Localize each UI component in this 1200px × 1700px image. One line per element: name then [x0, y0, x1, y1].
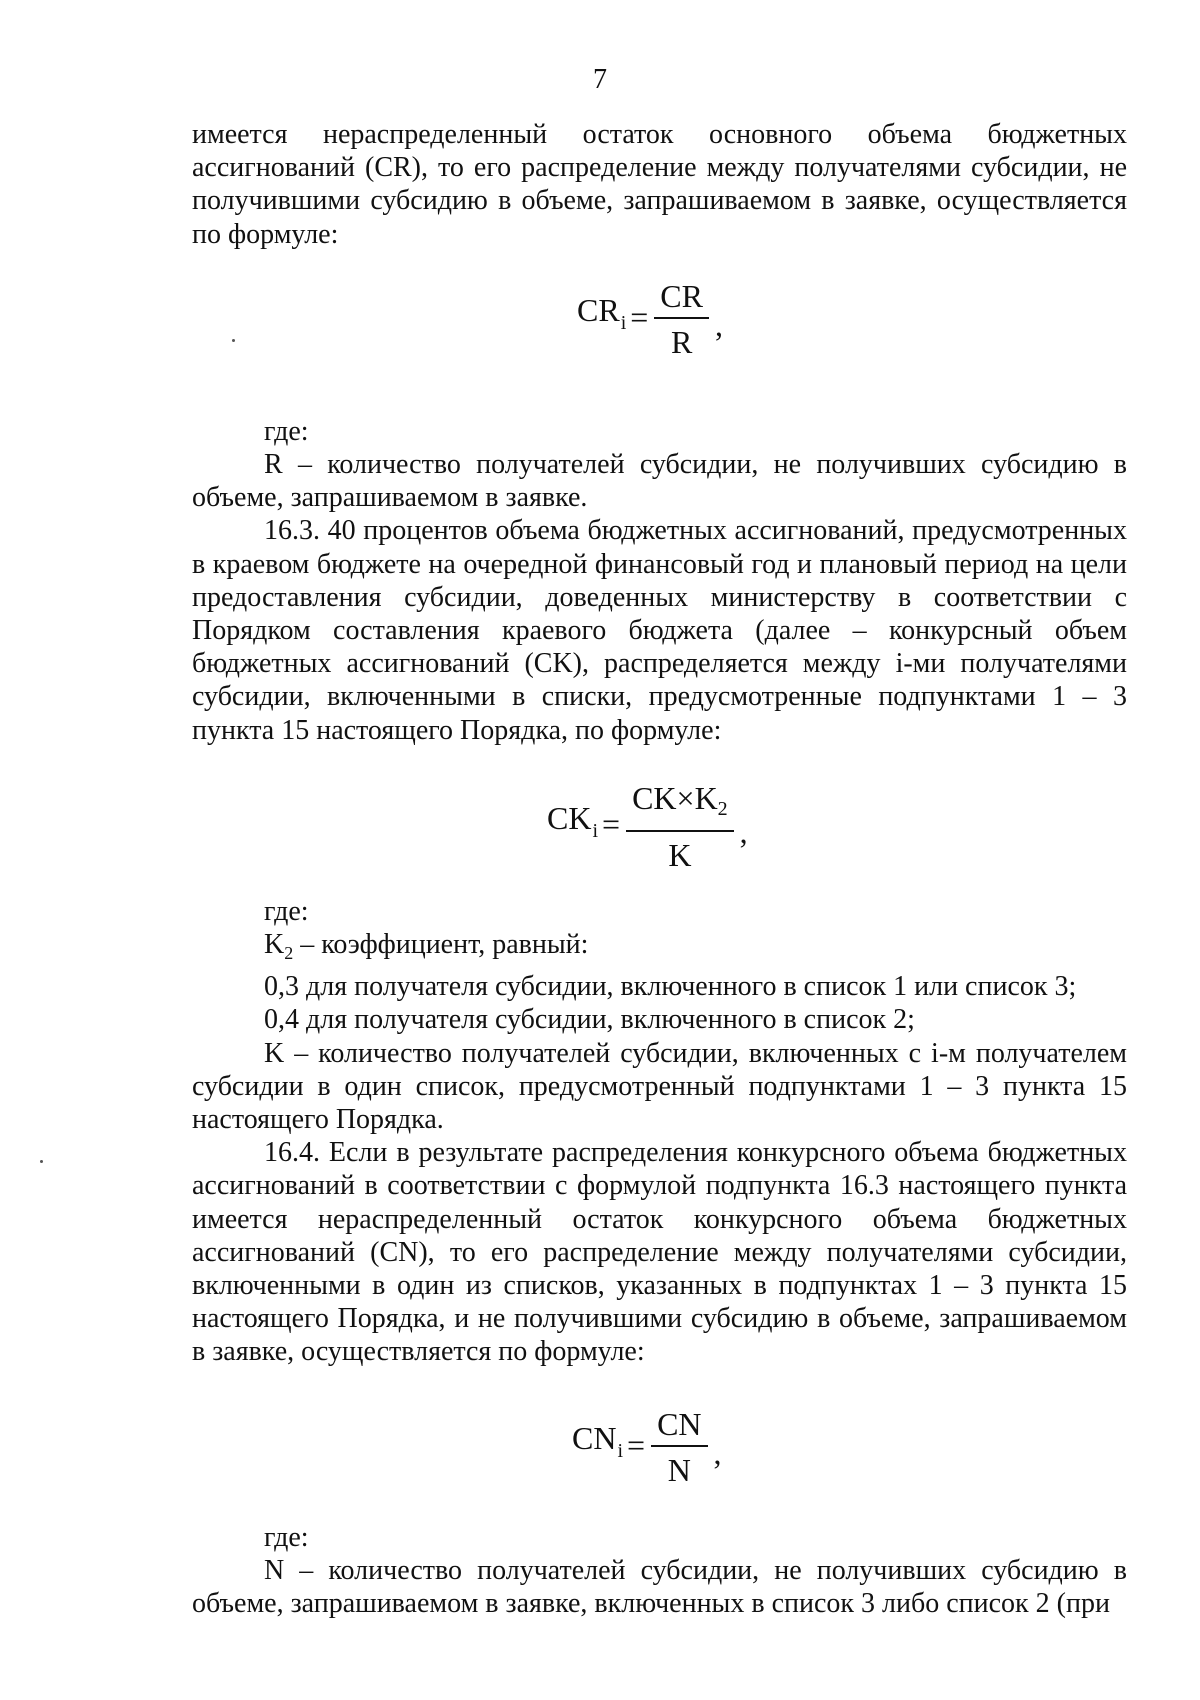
formula-ck: [192, 747, 1127, 895]
formula-equals: =: [627, 1426, 646, 1463]
formula-lhs: $CN_i$: [572, 1420, 624, 1463]
scan-speck: [40, 1160, 43, 1163]
paragraph-k2-value-2: 0,4 для получателя субсидии, включенного в список 2;: [264, 1004, 915, 1036]
paragraph-n-definition: N – количество получателей субсидии, не получивших субсидию в объеме, запрашиваемом в заявке, включенных в список 3 либо список 2 (при: [192, 1554, 1127, 1620]
formula-comma: ,: [713, 1434, 722, 1471]
formula-cn: [192, 1369, 1127, 1521]
formula-comma: ,: [739, 814, 748, 851]
formula-denominator: N: [667, 1451, 691, 1488]
paragraph-r-definition: R – количество получателей субсидии, не получивших субсидию в объеме, запрашиваемом в заявке.: [192, 449, 1127, 514]
formula-cr: [192, 251, 1127, 415]
formula-numerator: CR: [654, 279, 709, 319]
paragraph-intro: имеется нераспределенный остаток основного объема бюджетных ассигнований (CR), то его распределение между получателями субсидии, не получившими субсидию в объеме, запрашиваемом в заявке, осуществляется по формуле:: [192, 119, 1127, 250]
formula-fraction: [626, 781, 734, 872]
formula-ck-expression: [547, 777, 748, 872]
formula-fraction: [654, 279, 709, 359]
label-where: где:: [264, 415, 309, 447]
label-where: где:: [264, 895, 309, 927]
formula-lhs: $CR_i$: [577, 292, 627, 335]
document-body: [192, 118, 1127, 1620]
paragraph-16-3: 16.3. 40 процентов объема бюджетных ассигнований, предусмотренных в краевом бюджете на очередной финансовый год и плановый период на цели предоставления субсидии, доведенных министерству в соответствии с Порядком составления краевого бюджета (далее – конкурсный объем бюджетных ассигнований (CK), распределяется между i-ми получателями субсидии, включенными в списки, предусмотренные подпунктами 1 – 3 пункта 15 настоящего Порядка, по формуле:: [192, 515, 1127, 746]
formula-numerator: $CK\times K_2$: [626, 781, 734, 832]
paragraph-k-definition: K – количество получателей субсидии, включенных с i-м получателем субсидии в один список, предусмотренный подпунктами 1 – 3 пункта 15 настоящего Порядка.: [192, 1037, 1127, 1136]
formula-equals: =: [602, 806, 621, 843]
label-where: где:: [264, 1521, 309, 1553]
paragraph-k2-value-1: 0,3 для получателя субсидии, включенного в список 1 или список 3;: [264, 971, 1077, 1003]
formula-numerator: CN: [651, 1407, 707, 1447]
formula-comma: ,: [714, 306, 723, 343]
formula-equals: =: [630, 298, 649, 335]
formula-denominator: R: [670, 323, 693, 360]
formula-cr-expression: [577, 275, 723, 359]
page-number: 7: [593, 64, 607, 95]
formula-cn-expression: [572, 1403, 722, 1487]
paragraph-16-4: 16.4. Если в результате распределения конкурсного объема бюджетных ассигнований в соответствии с формулой подпункта 16.3 настоящего пункта имеется нераспределенный остаток конкурсного объема бюджетных ассигнований (CN), то его распределение между получателями субсидии, включенными в один из списков, указанных в подпунктах 1 – 3 пункта 15 настоящего Порядка, и не получившими субсидию в объеме, запрашиваемом в заявке, осуществляется по формуле:: [192, 1137, 1127, 1368]
formula-fraction: [651, 1407, 707, 1487]
formula-lhs: $CK_i$: [547, 799, 599, 842]
paragraph-k2-definition: $K_2$ – коэффициент, равный:: [264, 929, 589, 964]
formula-denominator: K: [668, 836, 692, 873]
